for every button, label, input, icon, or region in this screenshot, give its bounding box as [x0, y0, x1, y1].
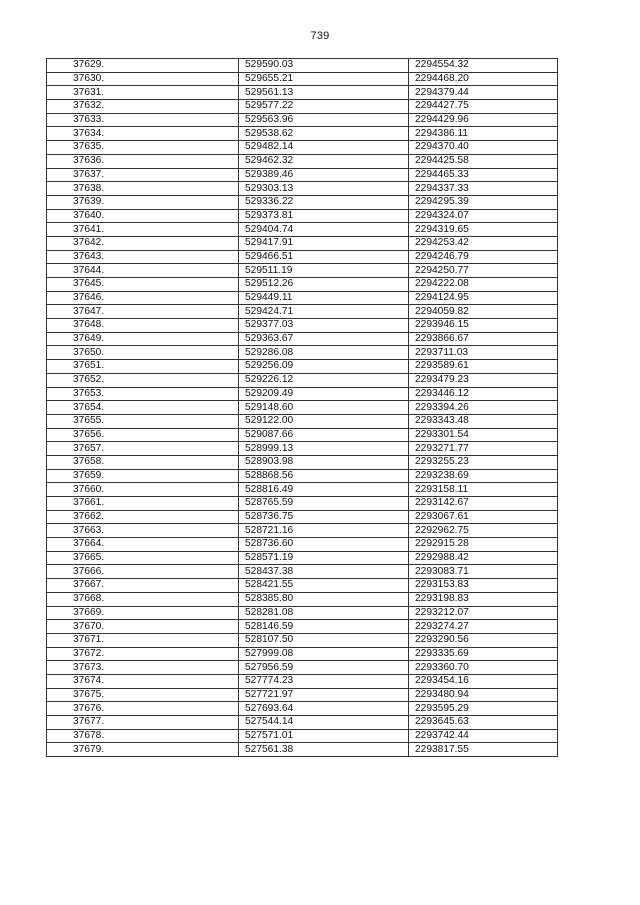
table-row	[47, 716, 558, 730]
x-coordinate-cell: 529404.74	[239, 223, 409, 237]
table-row	[47, 729, 558, 743]
table-row	[47, 59, 558, 73]
table-row	[47, 127, 558, 141]
table-row	[47, 401, 558, 415]
x-coordinate-cell: 529122.00	[239, 414, 409, 428]
y-coordinate-cell: 2294324.07	[409, 209, 558, 223]
y-coordinate-cell: 2292962.75	[409, 524, 558, 538]
table-row	[47, 332, 558, 346]
table-row	[47, 688, 558, 702]
table-row	[47, 647, 558, 661]
point-number-cell: 37635.	[47, 141, 239, 155]
x-coordinate-cell: 528903.98	[239, 455, 409, 469]
x-coordinate-cell: 529590.03	[239, 59, 409, 73]
y-coordinate-cell: 2294429.96	[409, 113, 558, 127]
table-row	[47, 674, 558, 688]
x-coordinate-cell: 529466.51	[239, 250, 409, 264]
y-coordinate-cell: 2293711.03	[409, 346, 558, 360]
coordinates-table-body	[47, 59, 558, 757]
y-coordinate-cell: 2294337.33	[409, 182, 558, 196]
x-coordinate-cell: 529577.22	[239, 100, 409, 114]
y-coordinate-cell: 2294554.32	[409, 59, 558, 73]
point-number-cell: 37651.	[47, 360, 239, 374]
x-coordinate-cell: 528437.38	[239, 565, 409, 579]
point-number-cell: 37630.	[47, 72, 239, 86]
y-coordinate-cell: 2294319.65	[409, 223, 558, 237]
y-coordinate-cell: 2293083.71	[409, 565, 558, 579]
point-number-cell: 37677.	[47, 716, 239, 730]
y-coordinate-cell: 2293238.69	[409, 469, 558, 483]
point-number-cell: 37637.	[47, 168, 239, 182]
table-row	[47, 592, 558, 606]
x-coordinate-cell: 529482.14	[239, 141, 409, 155]
table-row	[47, 209, 558, 223]
point-number-cell: 37667.	[47, 579, 239, 593]
y-coordinate-cell: 2293589.61	[409, 360, 558, 374]
y-coordinate-cell: 2293645.63	[409, 716, 558, 730]
table-row	[47, 469, 558, 483]
y-coordinate-cell: 2293360.70	[409, 661, 558, 675]
table-row	[47, 154, 558, 168]
x-coordinate-cell: 528146.59	[239, 620, 409, 634]
x-coordinate-cell: 529336.22	[239, 195, 409, 209]
x-coordinate-cell: 527774.23	[239, 674, 409, 688]
x-coordinate-cell: 527721.97	[239, 688, 409, 702]
point-number-cell: 37646.	[47, 291, 239, 305]
x-coordinate-cell: 529512.26	[239, 278, 409, 292]
y-coordinate-cell: 2292988.42	[409, 551, 558, 565]
point-number-cell: 37648.	[47, 319, 239, 333]
table-row	[47, 565, 558, 579]
table-row	[47, 373, 558, 387]
point-number-cell: 37664.	[47, 538, 239, 552]
y-coordinate-cell: 2293946.15	[409, 319, 558, 333]
table-row	[47, 100, 558, 114]
point-number-cell: 37669.	[47, 606, 239, 620]
x-coordinate-cell: 529563.96	[239, 113, 409, 127]
table-row	[47, 661, 558, 675]
point-number-cell: 37652.	[47, 373, 239, 387]
table-row	[47, 291, 558, 305]
point-number-cell: 37640.	[47, 209, 239, 223]
x-coordinate-cell: 529417.91	[239, 236, 409, 250]
x-coordinate-cell: 528281.08	[239, 606, 409, 620]
y-coordinate-cell: 2293158.11	[409, 483, 558, 497]
y-coordinate-cell: 2294465.33	[409, 168, 558, 182]
x-coordinate-cell: 529655.21	[239, 72, 409, 86]
table-row	[47, 414, 558, 428]
point-number-cell: 37649.	[47, 332, 239, 346]
x-coordinate-cell: 529226.12	[239, 373, 409, 387]
point-number-cell: 37655.	[47, 414, 239, 428]
y-coordinate-cell: 2293394.26	[409, 401, 558, 415]
y-coordinate-cell: 2294370.40	[409, 141, 558, 155]
table-row	[47, 182, 558, 196]
x-coordinate-cell: 527693.64	[239, 702, 409, 716]
y-coordinate-cell: 2294250.77	[409, 264, 558, 278]
point-number-cell: 37653.	[47, 387, 239, 401]
y-coordinate-cell: 2293335.69	[409, 647, 558, 661]
y-coordinate-cell: 2293290.56	[409, 633, 558, 647]
point-number-cell: 37645.	[47, 278, 239, 292]
point-number-cell: 37676.	[47, 702, 239, 716]
coordinates-table	[46, 58, 558, 757]
table-row	[47, 455, 558, 469]
table-row	[47, 428, 558, 442]
x-coordinate-cell: 529561.13	[239, 86, 409, 100]
table-row	[47, 264, 558, 278]
point-number-cell: 37644.	[47, 264, 239, 278]
table-row	[47, 510, 558, 524]
x-coordinate-cell: 527571.01	[239, 729, 409, 743]
point-number-cell: 37632.	[47, 100, 239, 114]
x-coordinate-cell: 528999.13	[239, 442, 409, 456]
y-coordinate-cell: 2293817.55	[409, 743, 558, 757]
point-number-cell: 37633.	[47, 113, 239, 127]
point-number-cell: 37670.	[47, 620, 239, 634]
point-number-cell: 37668.	[47, 592, 239, 606]
x-coordinate-cell: 528571.19	[239, 551, 409, 565]
x-coordinate-cell: 529389.46	[239, 168, 409, 182]
y-coordinate-cell: 2294468.20	[409, 72, 558, 86]
x-coordinate-cell: 528868.56	[239, 469, 409, 483]
y-coordinate-cell: 2293153.83	[409, 579, 558, 593]
table-row	[47, 497, 558, 511]
table-row	[47, 360, 558, 374]
x-coordinate-cell: 527999.08	[239, 647, 409, 661]
y-coordinate-cell: 2293866.67	[409, 332, 558, 346]
y-coordinate-cell: 2293142.67	[409, 497, 558, 511]
x-coordinate-cell: 529424.71	[239, 305, 409, 319]
point-number-cell: 37631.	[47, 86, 239, 100]
x-coordinate-cell: 529511.19	[239, 264, 409, 278]
y-coordinate-cell: 2294222.08	[409, 278, 558, 292]
x-coordinate-cell: 529538.62	[239, 127, 409, 141]
x-coordinate-cell: 528736.75	[239, 510, 409, 524]
point-number-cell: 37659.	[47, 469, 239, 483]
point-number-cell: 37654.	[47, 401, 239, 415]
point-number-cell: 37634.	[47, 127, 239, 141]
x-coordinate-cell: 527561.38	[239, 743, 409, 757]
y-coordinate-cell: 2294059.82	[409, 305, 558, 319]
x-coordinate-cell: 529148.60	[239, 401, 409, 415]
table-row	[47, 387, 558, 401]
point-number-cell: 37675.	[47, 688, 239, 702]
y-coordinate-cell: 2293212.07	[409, 606, 558, 620]
point-number-cell: 37650.	[47, 346, 239, 360]
y-coordinate-cell: 2292915.28	[409, 538, 558, 552]
x-coordinate-cell: 529373.81	[239, 209, 409, 223]
table-row	[47, 168, 558, 182]
table-row	[47, 346, 558, 360]
y-coordinate-cell: 2294386.11	[409, 127, 558, 141]
x-coordinate-cell: 529256.09	[239, 360, 409, 374]
table-row	[47, 250, 558, 264]
y-coordinate-cell: 2294124.95	[409, 291, 558, 305]
y-coordinate-cell: 2294427.75	[409, 100, 558, 114]
y-coordinate-cell: 2293454.16	[409, 674, 558, 688]
point-number-cell: 37672.	[47, 647, 239, 661]
x-coordinate-cell: 529087.66	[239, 428, 409, 442]
y-coordinate-cell: 2294253.42	[409, 236, 558, 250]
table-row	[47, 633, 558, 647]
table-row	[47, 551, 558, 565]
point-number-cell: 37678.	[47, 729, 239, 743]
point-number-cell: 37658.	[47, 455, 239, 469]
y-coordinate-cell: 2293198.83	[409, 592, 558, 606]
point-number-cell: 37643.	[47, 250, 239, 264]
y-coordinate-cell: 2293274.27	[409, 620, 558, 634]
x-coordinate-cell: 528816.49	[239, 483, 409, 497]
y-coordinate-cell: 2293255.23	[409, 455, 558, 469]
table-row	[47, 236, 558, 250]
table-row	[47, 195, 558, 209]
point-number-cell: 37641.	[47, 223, 239, 237]
point-number-cell: 37638.	[47, 182, 239, 196]
table-row	[47, 442, 558, 456]
table-row	[47, 278, 558, 292]
table-row	[47, 86, 558, 100]
x-coordinate-cell: 529462.32	[239, 154, 409, 168]
point-number-cell: 37662.	[47, 510, 239, 524]
x-coordinate-cell: 528736.60	[239, 538, 409, 552]
x-coordinate-cell: 529363.67	[239, 332, 409, 346]
y-coordinate-cell: 2293480.94	[409, 688, 558, 702]
table-row	[47, 606, 558, 620]
table-row	[47, 579, 558, 593]
x-coordinate-cell: 529449.11	[239, 291, 409, 305]
table-row	[47, 538, 558, 552]
page-number: 739	[310, 30, 330, 42]
y-coordinate-cell: 2294295.39	[409, 195, 558, 209]
table-row	[47, 141, 558, 155]
x-coordinate-cell: 528721.16	[239, 524, 409, 538]
y-coordinate-cell: 2293067.61	[409, 510, 558, 524]
x-coordinate-cell: 529303.13	[239, 182, 409, 196]
table-row	[47, 524, 558, 538]
y-coordinate-cell: 2294425.58	[409, 154, 558, 168]
y-coordinate-cell: 2293301.54	[409, 428, 558, 442]
point-number-cell: 37629.	[47, 59, 239, 73]
y-coordinate-cell: 2294379.44	[409, 86, 558, 100]
table-row	[47, 319, 558, 333]
x-coordinate-cell: 528421.55	[239, 579, 409, 593]
point-number-cell: 37642.	[47, 236, 239, 250]
y-coordinate-cell: 2293343.48	[409, 414, 558, 428]
table-row	[47, 620, 558, 634]
x-coordinate-cell: 528385.80	[239, 592, 409, 606]
x-coordinate-cell: 527956.59	[239, 661, 409, 675]
x-coordinate-cell: 528107.50	[239, 633, 409, 647]
x-coordinate-cell: 529286.08	[239, 346, 409, 360]
point-number-cell: 37663.	[47, 524, 239, 538]
table-row	[47, 72, 558, 86]
y-coordinate-cell: 2293446.12	[409, 387, 558, 401]
point-number-cell: 37647.	[47, 305, 239, 319]
x-coordinate-cell: 529377.03	[239, 319, 409, 333]
y-coordinate-cell: 2293595.29	[409, 702, 558, 716]
y-coordinate-cell: 2294246.79	[409, 250, 558, 264]
point-number-cell: 37661.	[47, 497, 239, 511]
table-row	[47, 702, 558, 716]
point-number-cell: 37639.	[47, 195, 239, 209]
y-coordinate-cell: 2293271.77	[409, 442, 558, 456]
x-coordinate-cell: 527544.14	[239, 716, 409, 730]
y-coordinate-cell: 2293742.44	[409, 729, 558, 743]
point-number-cell: 37666.	[47, 565, 239, 579]
x-coordinate-cell: 528765.59	[239, 497, 409, 511]
point-number-cell: 37636.	[47, 154, 239, 168]
point-number-cell: 37679.	[47, 743, 239, 757]
table-row	[47, 305, 558, 319]
table-row	[47, 743, 558, 757]
point-number-cell: 37671.	[47, 633, 239, 647]
point-number-cell: 37657.	[47, 442, 239, 456]
table-row	[47, 113, 558, 127]
x-coordinate-cell: 529209.49	[239, 387, 409, 401]
y-coordinate-cell: 2293479.23	[409, 373, 558, 387]
point-number-cell: 37660.	[47, 483, 239, 497]
point-number-cell: 37665.	[47, 551, 239, 565]
table-row	[47, 223, 558, 237]
point-number-cell: 37673.	[47, 661, 239, 675]
table-row	[47, 483, 558, 497]
point-number-cell: 37656.	[47, 428, 239, 442]
point-number-cell: 37674.	[47, 674, 239, 688]
